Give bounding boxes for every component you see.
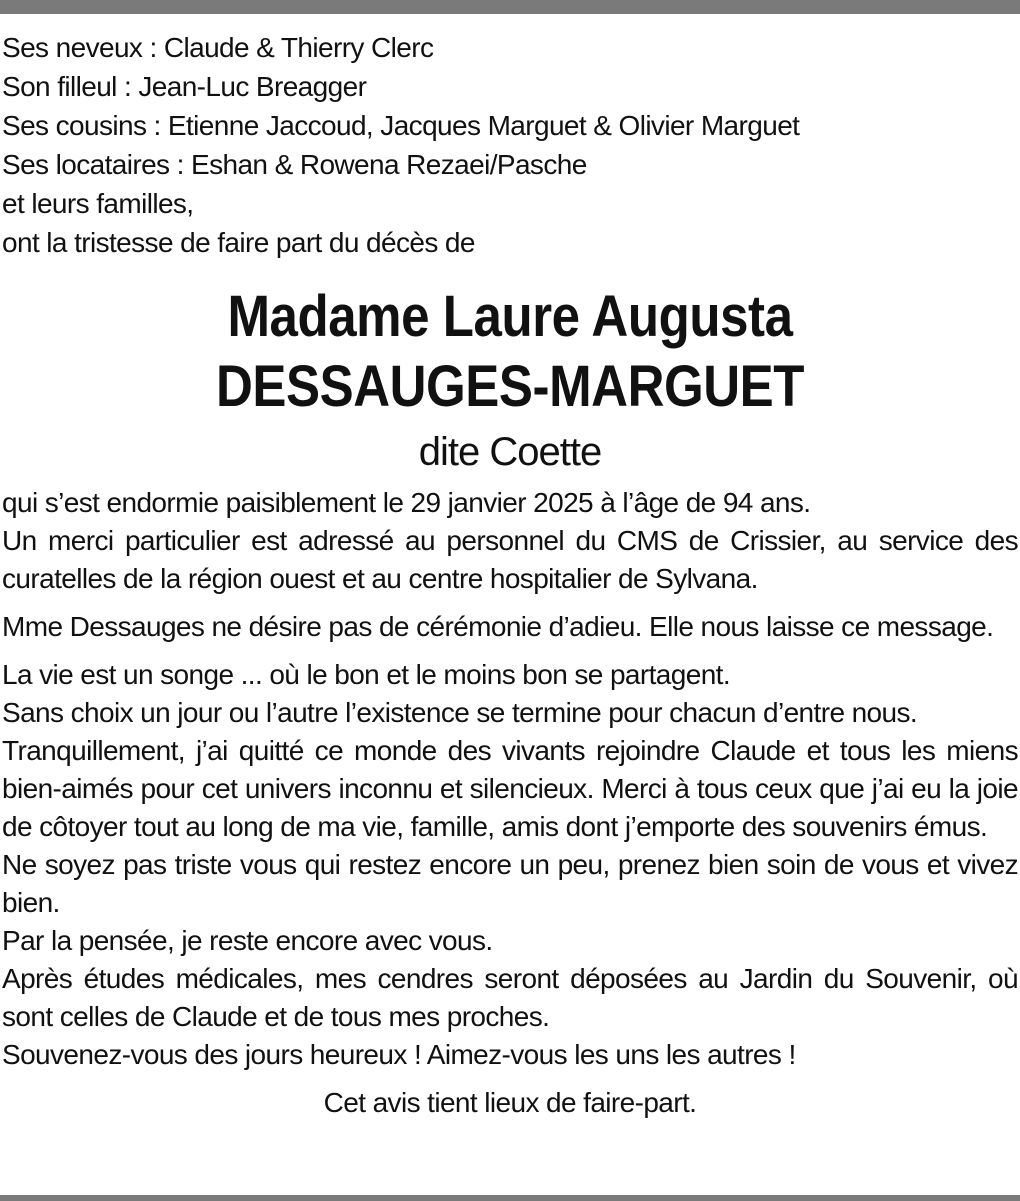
families-line: et leurs familles, (2, 188, 194, 219)
top-rule (0, 0, 1020, 14)
message-paragraph-3: Tranquillement, j’ai quitté ce monde des vivants rejoindre Claude et tous les miens bien-aimés pour cet univers inconnu et silencieux. Merci à tous ceux que j’ai eu la joie de côtoyer tout au long de ma vie, famille, amis dont j’emporte des souvenirs émus. (2, 735, 1018, 842)
death-statement: qui s’est endormie paisiblement le 29 janvier 2025 à l’âge de 94 ans. (2, 487, 811, 518)
deceased-name-first: Madame Laure Augusta (227, 284, 793, 349)
notice-body (2, 484, 1018, 1122)
godson-line: Son filleul : Jean-Luc Breagger (2, 71, 367, 102)
deceased-name (63, 282, 957, 422)
family-announcement (2, 28, 1018, 262)
message-line-2: Sans choix un jour ou l’autre l’existence se termine pour chacun d’entre nous. (2, 697, 918, 728)
closing-note: Cet avis tient lieux de faire-part. (323, 1087, 697, 1118)
announcement-line: ont la tristesse de faire part du décès de (2, 227, 475, 258)
nephews-line: Ses neveux : Claude & Thierry Clerc (2, 32, 434, 63)
message-paragraph-6: Après études médicales, mes cendres seront déposées au Jardin du Souvenir, où sont celles de Claude et de tous mes proches. (2, 963, 1018, 1032)
bottom-rule (0, 1195, 1020, 1201)
message-line-1: La vie est un songe ... où le bon et le moins bon se partagent. (2, 659, 731, 690)
message-paragraph-4: Ne soyez pas triste vous qui restez encore un peu, prenez bien soin de vous et vivez bien. (2, 849, 1018, 918)
message-line-5: Par la pensée, je reste encore avec vous. (2, 925, 493, 956)
cousins-line: Ses cousins : Etienne Jaccoud, Jacques Marguet & Olivier Marguet (2, 110, 800, 141)
thanks-paragraph: Un merci particulier est adressé au personnel du CMS de Crissier, au service des curatelles de la région ouest et au centre hospitalier de Sylvana. (2, 525, 1018, 594)
ceremony-wishes: Mme Dessauges ne désire pas de cérémonie d’adieu. Elle nous laisse ce message. (2, 611, 994, 642)
deceased-alias: dite Coette (418, 430, 602, 474)
message-line-7: Souvenez-vous des jours heureux ! Aimez-vous les uns les autres ! (2, 1039, 796, 1070)
deceased-name-last: DESSAUGES-MARGUET (215, 354, 805, 419)
obituary-notice (2, 28, 1018, 1122)
tenants-line: Ses locataires : Eshan & Rowena Rezaei/Pasche (2, 149, 587, 180)
